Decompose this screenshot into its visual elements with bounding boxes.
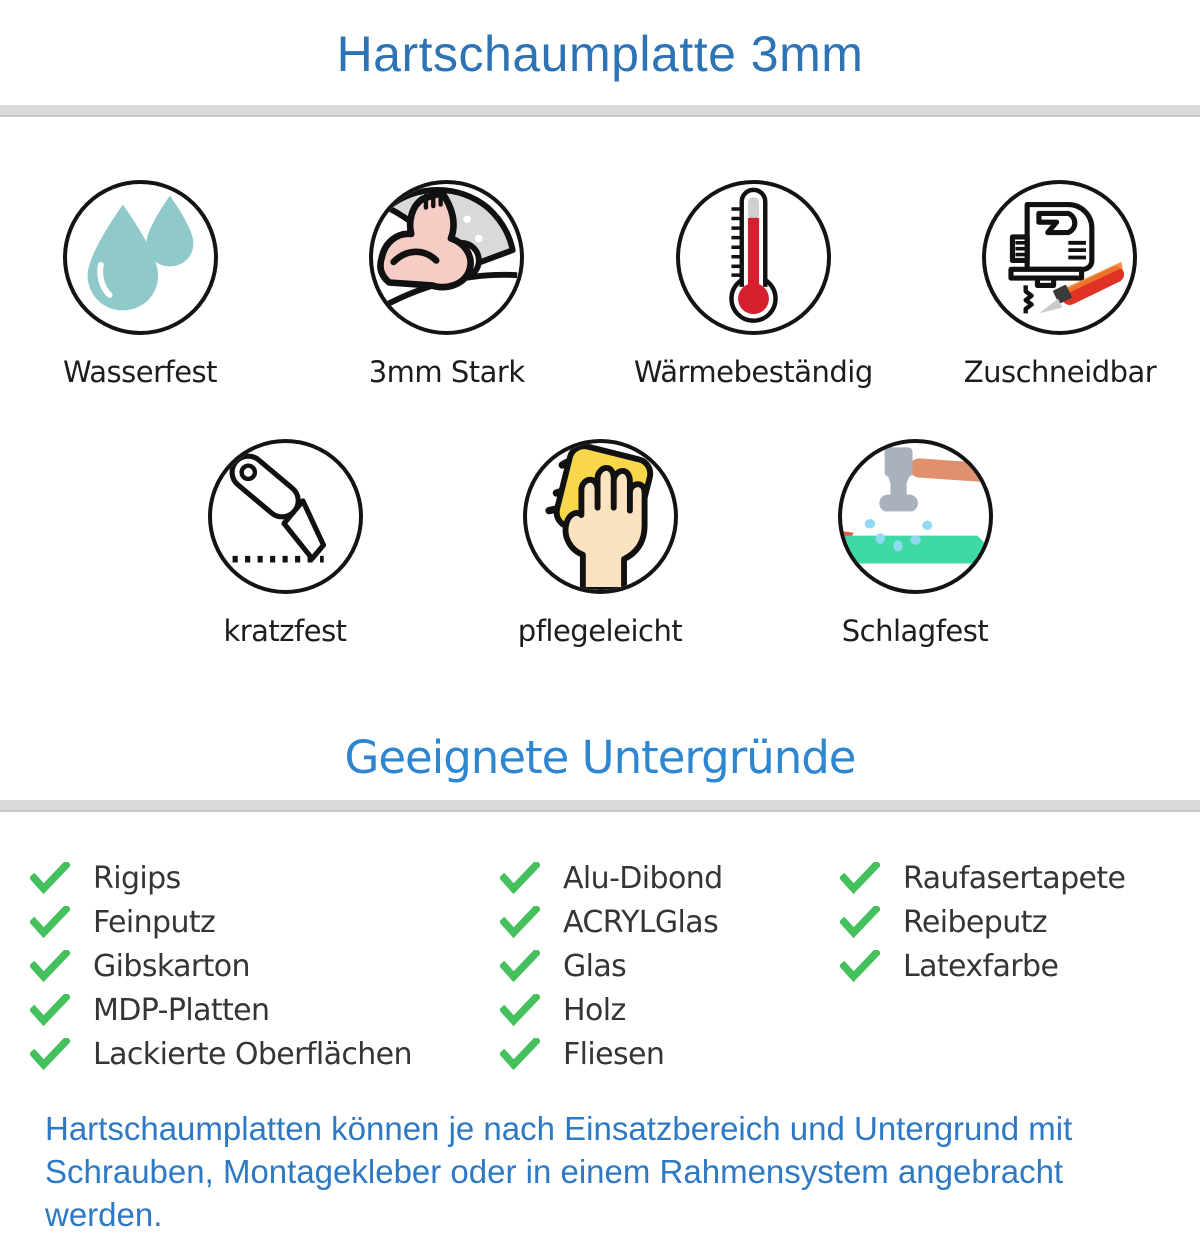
check-icon	[500, 994, 540, 1026]
check-icon	[30, 950, 70, 982]
list-item-label: Reibeputz	[903, 904, 1047, 940]
list-item-label: Glas	[563, 948, 627, 984]
mounting-note	[0, 1108, 1200, 1237]
substrates-column-1	[30, 856, 500, 1076]
list-item-label: Holz	[563, 992, 626, 1028]
list-item-label: Fliesen	[563, 1036, 665, 1072]
feature-kratzfest	[160, 439, 410, 649]
list-item	[500, 1032, 840, 1076]
feature-wasserfest	[15, 180, 265, 390]
check-icon	[500, 950, 540, 982]
check-icon	[500, 1038, 540, 1070]
list-item	[500, 900, 840, 944]
feature-3mm-stark	[322, 180, 572, 390]
list-item	[500, 856, 840, 900]
list-item	[840, 900, 1170, 944]
list-item-label: Latexfarbe	[903, 948, 1059, 984]
check-icon	[30, 906, 70, 938]
feature-circle	[208, 439, 363, 594]
feature-waermebestaendig	[628, 180, 878, 390]
list-item	[30, 900, 500, 944]
feature-circle	[369, 180, 524, 335]
thermometer-icon	[680, 184, 827, 331]
feature-label: Wasserfest	[62, 354, 218, 389]
list-item	[30, 856, 500, 900]
feature-circle	[523, 439, 678, 594]
check-icon	[30, 1038, 70, 1070]
feature-circle	[676, 180, 831, 335]
feature-label: Wärmebeständig	[633, 354, 873, 389]
feature-label: 3mm Stark	[368, 354, 525, 389]
feature-row-1	[0, 180, 1200, 390]
feature-circle	[982, 180, 1137, 335]
list-item-label: Alu-Dibond	[563, 860, 723, 896]
utility-knife-icon	[212, 443, 359, 590]
divider-middle	[0, 800, 1200, 812]
list-item-label: ACRYLGlas	[563, 904, 719, 940]
list-item-label: Raufasertapete	[903, 860, 1126, 896]
list-item-label: MDP-Platten	[93, 992, 270, 1028]
feature-label: Schlagfest	[841, 614, 989, 649]
water-drops-icon	[67, 184, 214, 331]
list-item	[30, 988, 500, 1032]
list-item-label: Feinputz	[93, 904, 216, 940]
substrates-list	[0, 856, 1200, 1076]
check-icon	[500, 906, 540, 938]
feature-pflegeleicht	[475, 439, 725, 649]
feature-zuschneidbar	[935, 180, 1185, 390]
list-item	[840, 944, 1170, 988]
muscle-arm-icon	[373, 184, 520, 331]
jigsaw-icon	[986, 184, 1133, 331]
section-title: Geeignete Untergründe	[344, 731, 856, 785]
list-item	[500, 944, 840, 988]
page-title: Hartschaumplatte 3mm	[336, 26, 864, 82]
check-icon	[840, 906, 880, 938]
hammer-impact-icon	[842, 443, 989, 590]
infographic-page	[0, 26, 1200, 1237]
feature-circle	[63, 180, 218, 335]
list-item	[500, 988, 840, 1032]
mounting-note-line1: Hartschaumplatten können je nach Einsatzbereich und Untergrund mit	[45, 1110, 1073, 1148]
check-icon	[840, 862, 880, 894]
list-item-label: Gibskarton	[93, 948, 250, 984]
substrates-column-3	[840, 856, 1170, 1076]
divider-top	[0, 105, 1200, 117]
feature-schlagfest	[790, 439, 1040, 649]
check-icon	[500, 862, 540, 894]
list-item	[840, 856, 1170, 900]
feature-label: kratzfest	[223, 614, 347, 649]
feature-row-2	[160, 439, 1040, 649]
feature-label: pflegeleicht	[517, 614, 683, 649]
wipe-hand-icon	[527, 443, 674, 590]
check-icon	[30, 862, 70, 894]
list-item	[30, 1032, 500, 1076]
check-icon	[30, 994, 70, 1026]
check-icon	[840, 950, 880, 982]
list-item-label: Lackierte Oberflächen	[93, 1036, 412, 1072]
feature-label: Zuschneidbar	[963, 354, 1157, 389]
list-item	[30, 944, 500, 988]
mounting-note-line2: Schrauben, Montagekleber oder in einem Rahmensystem angebracht werden.	[45, 1153, 1064, 1233]
list-item-label: Rigips	[93, 860, 181, 896]
substrates-column-2	[500, 856, 840, 1076]
feature-circle	[838, 439, 993, 594]
